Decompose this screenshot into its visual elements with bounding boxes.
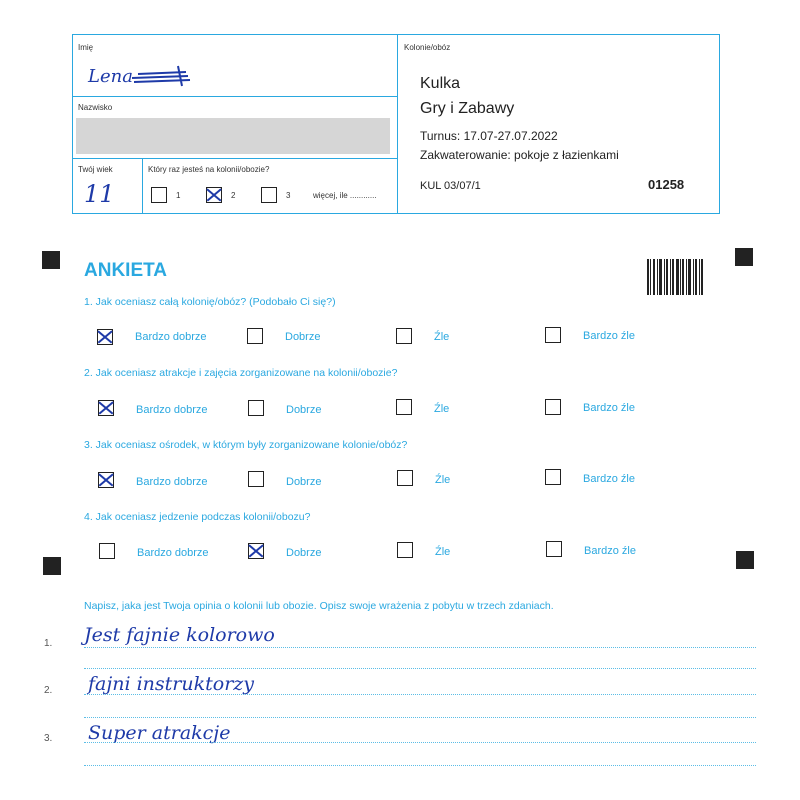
imie-scribble [128,64,198,95]
q1-label-dobrze: Dobrze [285,331,321,343]
zakwaterowanie: Zakwaterowanie: pokoje z łazienkami [420,148,619,162]
q2-label-bardzo-zle: Bardzo źle [583,402,635,414]
registration-marker-ml [43,557,61,575]
visit-option-3: 3 [286,191,291,200]
kod: KUL 03/07/1 [420,180,481,192]
q4-label-bardzo-dobrze: Bardzo dobrze [137,547,209,559]
opinion-dotline-2b [84,717,756,718]
opinion-line-num-3: 3. [44,733,53,744]
visit-option-2: 2 [231,191,236,200]
q4-checkbox-bardzo-zle[interactable] [546,541,562,557]
q3-label-bardzo-zle: Bardzo źle [583,473,635,485]
row-divider-1 [72,96,397,97]
visit-checkbox-1[interactable] [151,187,167,203]
registration-marker-mr [736,551,754,569]
registration-marker-tr [735,248,753,266]
opinion-dotline-3 [84,742,756,743]
q3-checkbox-dobrze[interactable] [248,471,264,487]
q1-checkbox-bardzo-dobrze[interactable] [97,329,113,345]
visit-checkbox-2[interactable] [206,187,222,203]
question-4: 4. Jak oceniasz jedzenie podczas kolonii/obozu? [84,511,311,523]
kolonia-program: Gry i Zabawy [420,100,515,117]
q1-checkbox-dobrze[interactable] [247,328,263,344]
q2-label-bardzo-dobrze: Bardzo dobrze [136,404,208,416]
question-1: 1. Jak oceniasz całą kolonię/obóz? (Podobało Ci się?) [84,296,336,308]
q2-checkbox-zle[interactable] [396,399,412,415]
visit-checkbox-3[interactable] [261,187,277,203]
wiek-value[interactable]: 11 [84,180,115,208]
q3-checkbox-bardzo-zle[interactable] [545,469,561,485]
wiek-label: Twój wiek [78,165,113,174]
q1-label-zle: Źle [434,331,450,343]
q2-label-zle: Źle [434,403,450,415]
q2-checkbox-bardzo-zle[interactable] [545,399,561,415]
q4-checkbox-zle[interactable] [397,542,413,558]
q4-checkbox-dobrze[interactable] [248,543,264,559]
opinion-dotline-2 [84,694,756,695]
q2-checkbox-bardzo-dobrze[interactable] [98,400,114,416]
q4-label-zle: Źle [435,546,451,558]
opinion-dotline-1 [84,647,756,648]
q3-checkbox-zle[interactable] [397,470,413,486]
q1-checkbox-zle[interactable] [396,328,412,344]
nazwisko-redacted [76,118,390,154]
barcode [647,259,703,300]
opinion-prompt: Napisz, jaka jest Twoja opinia o kolonii lub obozie. Opisz swoje wrażenia z pobytu w trzech zdaniach. [84,600,554,612]
q1-checkbox-bardzo-zle[interactable] [545,327,561,343]
q3-label-dobrze: Dobrze [286,476,322,488]
header-divider [397,34,398,214]
survey-title: ANKIETA [84,260,168,281]
q1-label-bardzo-dobrze: Bardzo dobrze [135,331,207,343]
registration-marker-tl [42,251,60,269]
q4-label-dobrze: Dobrze [286,547,322,559]
imie-value[interactable]: Lena [88,66,133,87]
numer: 01258 [648,177,685,192]
q3-checkbox-bardzo-dobrze[interactable] [98,472,114,488]
opinion-dotline-1b [84,668,756,669]
q3-label-bardzo-dobrze: Bardzo dobrze [136,476,208,488]
q1-label-bardzo-zle: Bardzo źle [583,330,635,342]
q3-label-zle: Źle [435,474,451,486]
opinion-line-2[interactable]: fajni instruktorzy [88,673,255,695]
imie-label: Imię [78,43,94,52]
q4-checkbox-bardzo-dobrze[interactable] [99,543,115,559]
visit-option-1: 1 [176,191,181,200]
ktory-raz-label: Który raz jesteś na kolonii/obozie? [148,165,270,174]
q2-checkbox-dobrze[interactable] [248,400,264,416]
question-3: 3. Jak oceniasz ośrodek, w którym były zorganizowane kolonie/obóz? [84,439,408,451]
opinion-line-num-1: 1. [44,638,53,649]
kolonia-label: Kolonie/obóz [404,43,451,52]
opinion-line-3[interactable]: Super atrakcje [88,722,231,744]
opinion-line-num-2: 2. [44,685,53,696]
opinion-dotline-3b [84,765,756,766]
turnus: Turnus: 17.07-27.07.2022 [420,129,558,143]
age-divider [142,158,143,214]
kolonia-name: Kulka [420,75,461,92]
row-divider-2 [72,158,397,159]
opinion-line-1[interactable]: Jest fajnie kolorowo [84,624,275,646]
question-2: 2. Jak oceniasz atrakcje i zajęcia zorganizowane na kolonii/obozie? [84,367,398,379]
q4-label-bardzo-zle: Bardzo źle [584,545,636,557]
q2-label-dobrze: Dobrze [286,404,322,416]
visit-option-more: więcej, ile ............ [313,191,377,200]
nazwisko-label: Nazwisko [78,103,113,112]
